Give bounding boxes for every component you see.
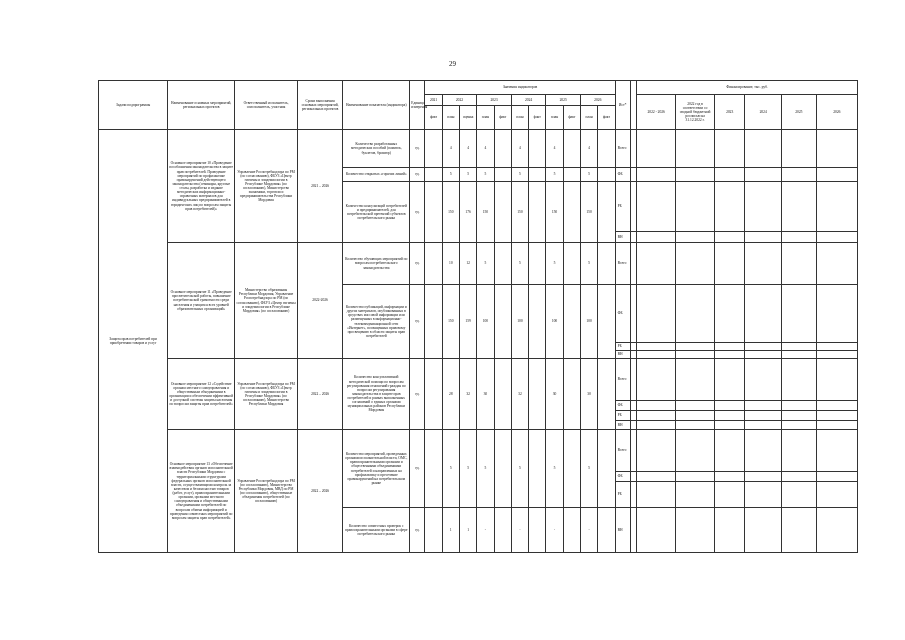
indicator-value xyxy=(563,508,580,553)
indicator-value xyxy=(425,130,442,168)
header-fin-col: 2022 - 2026 xyxy=(637,95,676,130)
fin-value xyxy=(637,351,676,359)
header-year: 2026 xyxy=(580,95,615,106)
indicator-unit: ед. xyxy=(410,285,425,359)
fin-value xyxy=(715,482,745,508)
fin-source: ФБ xyxy=(615,168,630,182)
indicator-name: Количество публикаций, информации и других материалов, опубликованных в средствах массовой информации или размещенных в информационно-телекоммуникационной сети «Интернет», посвященных правовому просвещению в области защиты прав потребителей xyxy=(343,285,410,359)
fin-value xyxy=(745,232,782,243)
fin-value xyxy=(676,508,715,553)
header-sub: факт xyxy=(425,106,442,130)
fin-value xyxy=(676,430,715,472)
fin-value xyxy=(782,430,817,472)
fin-value xyxy=(715,411,745,421)
indicator-value: 5 xyxy=(580,168,597,182)
indicator-value: 5 xyxy=(580,243,597,285)
fin-value xyxy=(816,411,857,421)
indicator-value: 5 xyxy=(580,430,597,508)
fin-value xyxy=(782,130,817,168)
indicator-value xyxy=(425,168,442,182)
table-body xyxy=(99,130,858,553)
indicator-value: 100 xyxy=(546,285,563,359)
header-sub: факт xyxy=(598,106,615,130)
fin-value xyxy=(816,343,857,351)
measure-executor: Управление Роспотребнадзора по РМ (по согласованию), Министерство Республики Мордовия, МВД по РМ (по согласованию), общественные объединения потребителей (по согласованию) xyxy=(235,430,298,553)
header-executor: Ответственный исполнитель, соисполнитель, участник xyxy=(235,81,298,130)
fin-value xyxy=(676,359,715,401)
header-task: Задачи подпрограммы xyxy=(99,81,168,130)
header-fin-col: 2025 xyxy=(782,95,817,130)
fin-value xyxy=(676,232,715,243)
fin-value xyxy=(782,182,817,232)
indicator-name: Количество консультативной методической помощи по вопросам регулирования отношений граждан по вопросам регулирования законодательства в защите прав потребителей и рамках выполненных соглашений о единых органами муниципальных районов Республики Мордовия xyxy=(343,359,410,430)
fin-source: Всего xyxy=(615,130,630,168)
indicator-value: 5 xyxy=(511,168,528,182)
measure-executor: Управление Роспотребнадзора по РМ (по согласованию), ФБУЗ «Центр гигиены и эпидемиологии в Республике Мордовия» (по согласованию), Министерство Республики Мордовия xyxy=(235,359,298,430)
fin-value xyxy=(816,472,857,482)
indicator-value: 12 xyxy=(459,243,476,285)
task-cell: Защита прав потребителей при приобретении товаров и услуг xyxy=(99,130,168,553)
fin-source: ФБ xyxy=(615,285,630,343)
fin-value xyxy=(715,243,745,285)
fin-value xyxy=(782,508,817,553)
fin-value xyxy=(676,182,715,232)
indicator-value xyxy=(425,430,442,508)
indicator-unit: ед. xyxy=(410,508,425,553)
fin-value xyxy=(637,421,676,430)
measure-term: 2022 – 2026 xyxy=(297,430,342,553)
fin-value xyxy=(637,359,676,401)
fin-value xyxy=(782,401,817,411)
fin-value xyxy=(816,359,857,401)
indicator-value: 5 xyxy=(442,430,459,508)
indicator-value xyxy=(529,430,546,508)
fin-value xyxy=(782,168,817,182)
fin-source: ФБ xyxy=(615,472,630,482)
fin-source: РБ xyxy=(615,411,630,421)
indicator-value: 100 xyxy=(477,285,494,359)
indicator-value: 30 xyxy=(580,359,597,430)
indicator-value: - xyxy=(580,508,597,553)
fin-value xyxy=(816,430,857,472)
fin-value xyxy=(745,401,782,411)
fin-value xyxy=(637,232,676,243)
fin-value xyxy=(676,343,715,351)
indicator-value xyxy=(529,182,546,243)
fin-value xyxy=(782,359,817,401)
indicator-value xyxy=(529,508,546,553)
program-table xyxy=(98,80,858,553)
header-fin-col: 2024 xyxy=(745,95,782,130)
fin-value xyxy=(637,401,676,411)
indicator-value: 28 xyxy=(442,359,459,430)
fin-value xyxy=(637,430,676,472)
indicator-value xyxy=(598,285,615,359)
fin-value xyxy=(816,508,857,553)
fin-source: ВН xyxy=(615,232,630,243)
fin-value xyxy=(782,482,817,508)
fin-value xyxy=(816,421,857,430)
fin-value xyxy=(715,285,745,343)
measure-term: 2022-2026 xyxy=(297,243,342,359)
header-fin-col: 2026 xyxy=(816,95,857,130)
indicator-value xyxy=(425,508,442,553)
fin-value xyxy=(676,130,715,168)
indicator-value xyxy=(598,508,615,553)
indicator-value xyxy=(494,508,511,553)
indicator-value xyxy=(563,243,580,285)
indicator-value: - xyxy=(511,508,528,553)
indicator-value: 32 xyxy=(459,359,476,430)
fin-source: РБ xyxy=(615,343,630,351)
indicator-value: 5 xyxy=(546,168,563,182)
fin-value xyxy=(816,243,857,285)
header-sub: план xyxy=(511,106,528,130)
indicator-value: 5 xyxy=(459,168,476,182)
indicator-unit: ед. xyxy=(410,130,425,168)
fin-value xyxy=(745,182,782,232)
header-fin-col: 2022 год в соответствии со сводной бюджетной росписью на 31.12.2022 г. xyxy=(676,95,715,130)
indicator-value: 150 xyxy=(580,182,597,243)
indicator-unit: ед. xyxy=(410,359,425,430)
table-row xyxy=(99,430,858,472)
table-row xyxy=(99,243,858,285)
fin-value xyxy=(816,482,857,508)
fin-source: РБ xyxy=(615,182,630,232)
indicator-value xyxy=(494,430,511,508)
fin-value xyxy=(745,130,782,168)
fin-source: РБ xyxy=(615,482,630,508)
fin-value xyxy=(816,401,857,411)
indicator-value xyxy=(598,243,615,285)
fin-value xyxy=(715,351,745,359)
indicator-value xyxy=(494,285,511,359)
header-year: 2025 xyxy=(546,95,581,106)
fin-value xyxy=(745,359,782,401)
measure-executor: Управление Роспотребнадзора по РМ (по согласованию), ФБУЗ «Центр гигиены и эпидемиологии в Республике Мордовия» (по согласованию), Министерство экономики, торговли и предпринимательства Республики Мордовия xyxy=(235,130,298,243)
indicator-value: 10 xyxy=(442,243,459,285)
indicator-value xyxy=(563,359,580,430)
indicator-value: 176 xyxy=(459,182,476,243)
fin-value xyxy=(745,243,782,285)
fin-value xyxy=(715,232,745,243)
fin-value xyxy=(745,430,782,472)
indicator-unit: ед. xyxy=(410,430,425,508)
indicator-value: 32 xyxy=(511,359,528,430)
indicator-value: 150 xyxy=(511,182,528,243)
indicator-value: 5 xyxy=(477,430,494,508)
fin-value xyxy=(745,411,782,421)
fin-value xyxy=(745,285,782,343)
fin-value xyxy=(676,351,715,359)
indicator-value: 5 xyxy=(459,430,476,508)
fin-value xyxy=(715,359,745,401)
indicator-value: 4 xyxy=(442,130,459,168)
indicator-value: 5 xyxy=(546,430,563,508)
indicator-value xyxy=(494,243,511,285)
fin-value xyxy=(782,243,817,285)
indicator-value: 5 xyxy=(442,168,459,182)
indicator-value: 5 xyxy=(511,430,528,508)
indicator-unit: ед. xyxy=(410,243,425,285)
fin-source: ВН xyxy=(615,351,630,359)
header-ist: Ист* xyxy=(615,81,630,130)
fin-value xyxy=(715,508,745,553)
header-indicator-name: Наименование показателя (индикатора) xyxy=(343,81,410,130)
fin-value xyxy=(715,343,745,351)
indicator-value xyxy=(598,359,615,430)
fin-value xyxy=(745,351,782,359)
header-sub: факт xyxy=(494,106,511,130)
fin-value xyxy=(782,472,817,482)
indicator-value xyxy=(563,168,580,182)
fin-value xyxy=(745,508,782,553)
indicator-value: 4 xyxy=(580,130,597,168)
indicator-value xyxy=(494,168,511,182)
indicator-value: 150 xyxy=(477,182,494,243)
fin-value xyxy=(637,343,676,351)
indicator-value xyxy=(563,430,580,508)
fin-value xyxy=(745,482,782,508)
indicator-value: 1 xyxy=(442,508,459,553)
indicator-value xyxy=(598,430,615,508)
indicator-value: - xyxy=(477,508,494,553)
fin-value xyxy=(715,401,745,411)
fin-value xyxy=(782,351,817,359)
indicator-value xyxy=(425,359,442,430)
indicator-value: 4 xyxy=(459,130,476,168)
indicator-value xyxy=(529,285,546,359)
table-row xyxy=(99,130,858,168)
indicator-unit: ед. xyxy=(410,182,425,243)
fin-source: Всего xyxy=(615,359,630,401)
fin-value xyxy=(637,243,676,285)
header-financing-group: Финансирование, тыс. руб. xyxy=(637,81,858,95)
indicator-value xyxy=(425,182,442,243)
header-sub: факт xyxy=(563,106,580,130)
indicator-value: 150 xyxy=(546,182,563,243)
measure-name: Основное мероприятие 12 «Содействие органам местного самоуправления и общественным объединениям в организации и обеспечении эффективной и доступной системы защиты населения по вопросам защиты прав потребителей» xyxy=(168,359,235,430)
fin-value xyxy=(637,411,676,421)
indicator-unit: ед. xyxy=(410,168,425,182)
fin-value xyxy=(715,421,745,430)
fin-source: ВН xyxy=(615,421,630,430)
indicator-value xyxy=(425,285,442,359)
header-sub: план xyxy=(477,106,494,130)
fin-value xyxy=(715,182,745,232)
indicator-name: Количество мероприятий, проведенных органами исполнительной власти, ОМС, правоохранительными органами и общественными объединениями потребителей и направленных на профилактику и пресечение правонарушений на потребительском рынке xyxy=(343,430,410,508)
fin-value xyxy=(676,243,715,285)
fin-source: ФБ xyxy=(615,401,630,411)
indicator-value: 159 xyxy=(459,285,476,359)
indicator-value xyxy=(563,130,580,168)
measure-term: 2021 – 2026 xyxy=(297,130,342,243)
fin-value xyxy=(637,482,676,508)
indicator-value: 100 xyxy=(511,285,528,359)
indicator-value: 5 xyxy=(511,243,528,285)
fin-value xyxy=(745,168,782,182)
indicator-value: 4 xyxy=(511,130,528,168)
indicator-value xyxy=(529,359,546,430)
indicator-value: 1 xyxy=(459,508,476,553)
fin-value xyxy=(676,285,715,343)
fin-value xyxy=(637,168,676,182)
header-year: 2021 xyxy=(425,95,442,106)
indicator-value xyxy=(563,285,580,359)
fin-value xyxy=(816,232,857,243)
fin-value xyxy=(782,285,817,343)
indicator-value xyxy=(563,182,580,243)
header-term: Сроки выполнения основных мероприятий, региональных проектов xyxy=(297,81,342,130)
indicator-name: Количество совместных проверок с правоохранительными органами в сфере потребительского рынка xyxy=(343,508,410,553)
indicator-value: 4 xyxy=(546,130,563,168)
indicator-value: 100 xyxy=(580,285,597,359)
fin-value xyxy=(676,411,715,421)
fin-value xyxy=(745,421,782,430)
indicator-value xyxy=(598,182,615,243)
fin-value xyxy=(637,182,676,232)
fin-source: Всего xyxy=(615,430,630,472)
indicator-value: 30 xyxy=(477,359,494,430)
header-year: 2023 xyxy=(477,95,512,106)
fin-value xyxy=(782,343,817,351)
fin-value xyxy=(782,232,817,243)
indicator-value xyxy=(494,359,511,430)
indicator-value xyxy=(529,130,546,168)
fin-value xyxy=(816,182,857,232)
header-year: 2022 xyxy=(442,95,477,106)
header-indicators-group: Значения индикаторов xyxy=(425,81,615,95)
fin-value xyxy=(676,421,715,430)
indicator-name: Количество открытых «горячих линий» xyxy=(343,168,410,182)
header-sub: план xyxy=(546,106,563,130)
fin-value xyxy=(676,401,715,411)
fin-value xyxy=(676,472,715,482)
indicator-value: 4 xyxy=(477,130,494,168)
indicator-value: 30 xyxy=(546,359,563,430)
fin-value xyxy=(637,130,676,168)
indicator-value xyxy=(494,182,511,243)
fin-value xyxy=(637,472,676,482)
fin-value xyxy=(715,430,745,472)
fin-value xyxy=(715,168,745,182)
indicator-value: 5 xyxy=(477,168,494,182)
fin-value xyxy=(745,343,782,351)
table-row xyxy=(99,359,858,401)
fin-value xyxy=(816,168,857,182)
indicator-value xyxy=(425,243,442,285)
indicator-value: 5 xyxy=(546,243,563,285)
fin-value xyxy=(782,421,817,430)
indicator-value: - xyxy=(546,508,563,553)
header-sub: факт xyxy=(529,106,546,130)
indicator-value: 150 xyxy=(442,285,459,359)
indicator-name: Количество разработанных методических пособий (памяток, буклетов, брошюр) xyxy=(343,130,410,168)
measure-name: Основное мероприятие 11 «Проведение просветительской работы, повышение потребительской грамотности среди населения и учащихся всех уровней образовательных организаций» xyxy=(168,243,235,359)
measure-term: 2022 – 2026 xyxy=(297,359,342,430)
fin-source: ВН xyxy=(615,508,630,553)
indicator-value xyxy=(598,130,615,168)
page-number: 29 xyxy=(449,60,456,68)
fin-value xyxy=(676,168,715,182)
measure-executor: Министерство образования Республики Мордовия, Управление Роспотребнадзора по РМ (по согласованию), ФБУЗ «Центр гигиены и эпидемиологии в Республике Мордовия» (по согласованию) xyxy=(235,243,298,359)
header-sub: план xyxy=(442,106,459,130)
fin-source: Всего xyxy=(615,243,630,285)
fin-value xyxy=(816,351,857,359)
fin-value xyxy=(676,482,715,508)
header-sub: план xyxy=(580,106,597,130)
fin-value xyxy=(782,411,817,421)
indicator-value: 5 xyxy=(477,243,494,285)
fin-value xyxy=(816,130,857,168)
measure-name: Основное мероприятие 13 «Обеспечение взаимодействия органов исполнительной власти Республики Мордовия с территориальными структурами федеральных органов исполнительной власти, осуществляющими контроль за качеством и безопасностью товаров (работ, услуг), правоохранительными органами, органами местного самоуправления и общественными объединениями потребителей по вопросам обмена информацией и проведения совместных мероприятий по вопросам защиты прав потребителей» xyxy=(168,430,235,553)
header-fin-col: 2023 xyxy=(715,95,745,130)
fin-value xyxy=(637,285,676,343)
indicator-value xyxy=(494,130,511,168)
indicator-value: 150 xyxy=(442,182,459,243)
fin-value xyxy=(715,130,745,168)
indicator-value xyxy=(529,243,546,285)
fin-value xyxy=(637,508,676,553)
fin-value xyxy=(745,472,782,482)
indicator-name: Количество обучающих мероприятий по вопросам потребительского законодательства xyxy=(343,243,410,285)
indicator-name: Количество консультаций потребителей и предпринимателей, для потребительской претензий субъектов потребительского рынка xyxy=(343,182,410,243)
header-unit: Единица измерения xyxy=(410,81,425,130)
measure-name: Основное мероприятие 10 «Проведение пособлашения законодательства в защите прав потребителей. Проведение мероприятий по профилактике правонарушений действующего законодательства (семинары, круглые столы, разработка и издание методических информационно-справочных материалов для индивидуальных предпринимателей в юридических лиц по вопросам защиты прав потребителей)» xyxy=(168,130,235,243)
header-sub: оценка xyxy=(459,106,476,130)
fin-value xyxy=(816,285,857,343)
header-measure: Наименование основных мероприятий, региональных проектов xyxy=(168,81,235,130)
indicator-value xyxy=(598,168,615,182)
header-year: 2024 xyxy=(511,95,546,106)
fin-value xyxy=(715,472,745,482)
indicator-value xyxy=(529,168,546,182)
